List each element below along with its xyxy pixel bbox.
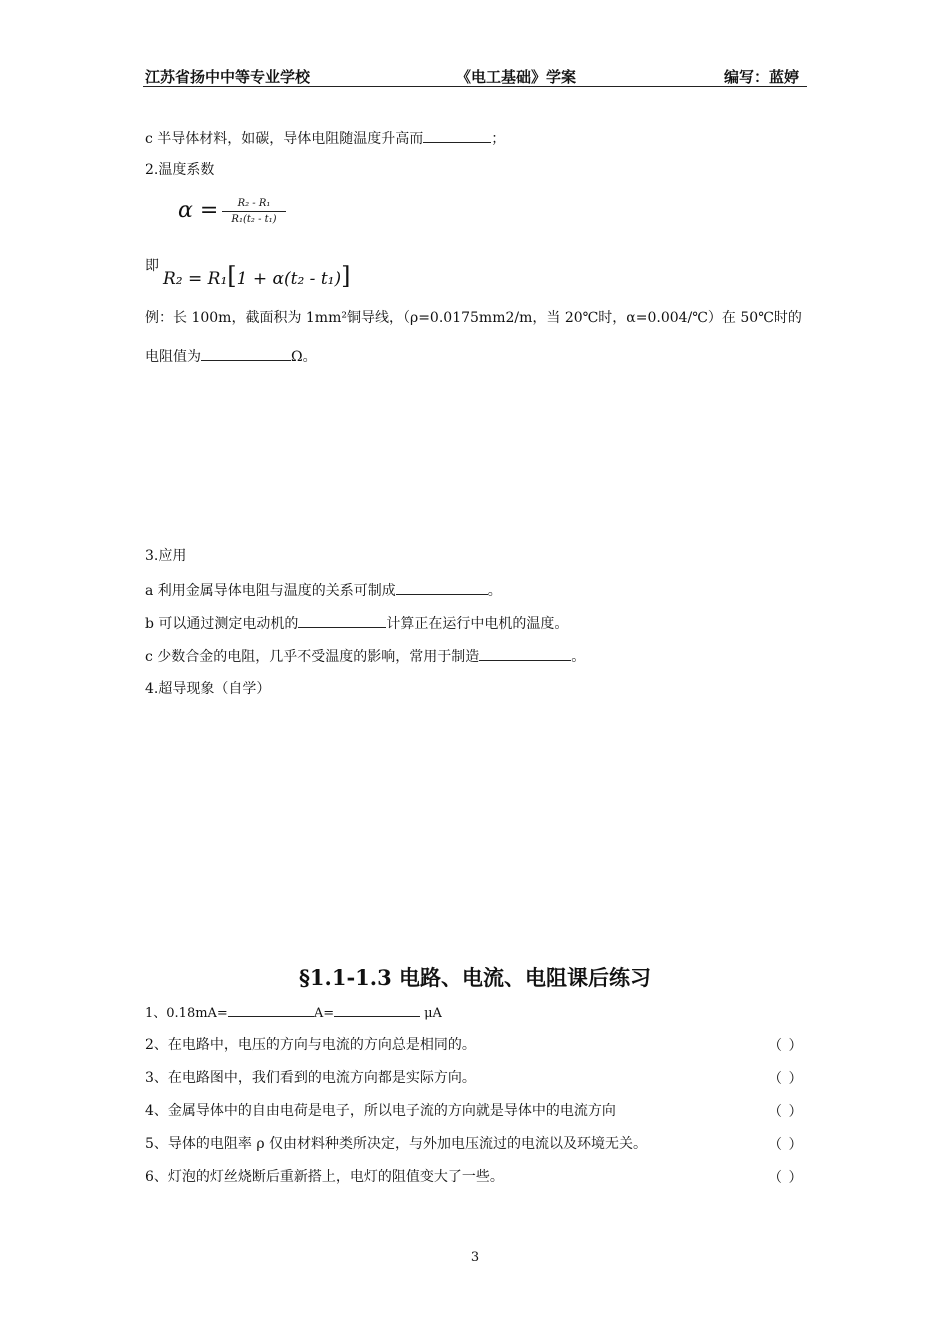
q1-part-b: A= xyxy=(313,1006,335,1021)
question-5: 5、导体的电阻率 ρ 仅由材料种类所决定，与外加电压流过的电流以及环境无关。 xyxy=(145,1136,648,1152)
page-number: 3 xyxy=(470,1250,480,1265)
formula-r2-lhs: R₂ = R₁ xyxy=(163,269,228,289)
header-rule xyxy=(143,86,807,87)
app-line-b xyxy=(145,613,568,634)
question-3: 3、在电路图中，我们看到的电流方向都是实际方向。 xyxy=(145,1070,476,1086)
app-c-post: 。 xyxy=(571,649,586,665)
question-1 xyxy=(145,1002,442,1024)
answer-paren-4: （ ） xyxy=(768,1104,804,1120)
line-c-end: ； xyxy=(491,131,506,147)
q1-part-a: 1、0.18mA= xyxy=(145,1006,228,1021)
line-c-text: c 半导体材料，如碳，导体电阻随温度升高而 xyxy=(145,131,424,147)
app-a-post: 。 xyxy=(487,583,502,599)
header-school: 江苏省扬中中等专业学校 xyxy=(145,68,311,86)
app-b-pre: b 可以通过测定电动机的 xyxy=(145,616,299,632)
formula-alpha-lhs: α = xyxy=(178,198,219,223)
question-4: 4、金属导体中的自由电荷是电子，所以电子流的方向就是导体中的电流方向 xyxy=(145,1103,616,1119)
answer-paren-3: （ ） xyxy=(768,1071,804,1087)
blank-c2 xyxy=(479,646,571,661)
item-2-heading: 2.温度系数 xyxy=(145,162,215,178)
formula-r2-rhs: 1 + α(t₂ - t₁) xyxy=(236,269,342,289)
blank-q1-b xyxy=(334,1002,420,1017)
question-6: 6、灯泡的灯丝烧断后重新搭上，电灯的阻值变大了一些。 xyxy=(145,1169,504,1185)
header-course: 《电工基础》学案 xyxy=(456,68,577,86)
example-line-2-post: Ω。 xyxy=(291,349,317,365)
formula-fraction xyxy=(222,198,286,225)
blank-a xyxy=(396,580,488,595)
line-c-semiconductor xyxy=(145,128,505,149)
fraction-bar xyxy=(222,211,286,212)
header-author: 编写：蓝婷 xyxy=(724,68,800,86)
app-a-pre: a 利用金属导体电阻与温度的关系可制成 xyxy=(145,583,396,599)
blank-b xyxy=(298,613,386,628)
answer-paren-2: （ ） xyxy=(768,1038,804,1054)
answer-paren-6: （ ） xyxy=(768,1170,804,1186)
exercise-title: §1.1-1.3 电路、电流、电阻课后练习 xyxy=(298,965,652,990)
example-line-2-pre: 电阻值为 xyxy=(145,349,201,365)
app-b-post: 计算正在运行中电机的温度。 xyxy=(386,616,569,632)
example-line-1: 例：长 100m，截面积为 1mm²铜导线，（ρ=0.0175mm2/m，当 20℃时，α=0.004/℃）在 50℃时的 xyxy=(145,310,802,326)
ji-label: 即 xyxy=(145,258,159,274)
blank-c xyxy=(423,128,491,143)
bracket-left: [ xyxy=(227,262,237,290)
formula-r2 xyxy=(163,262,351,290)
formula-numerator: R₂ - R₁ xyxy=(237,198,271,209)
blank-q1-a xyxy=(228,1002,314,1017)
question-2: 2、在电路中，电压的方向与电流的方向总是相同的。 xyxy=(145,1037,476,1053)
answer-paren-5: （ ） xyxy=(768,1137,804,1153)
blank-example xyxy=(201,346,291,361)
example-line-2 xyxy=(145,346,317,367)
app-line-a xyxy=(145,580,502,601)
app-c-pre: c 少数合金的电阻，几乎不受温度的影响，常用于制造 xyxy=(145,649,480,665)
formula-denominator: R₁(t₂ - t₁) xyxy=(231,214,277,225)
app-line-c xyxy=(145,646,585,667)
q1-part-c: μA xyxy=(424,1006,442,1021)
item-3-heading: 3.应用 xyxy=(145,548,187,564)
bracket-right: ] xyxy=(341,262,351,290)
item-4-heading: 4.超导现象（自学） xyxy=(145,681,271,697)
